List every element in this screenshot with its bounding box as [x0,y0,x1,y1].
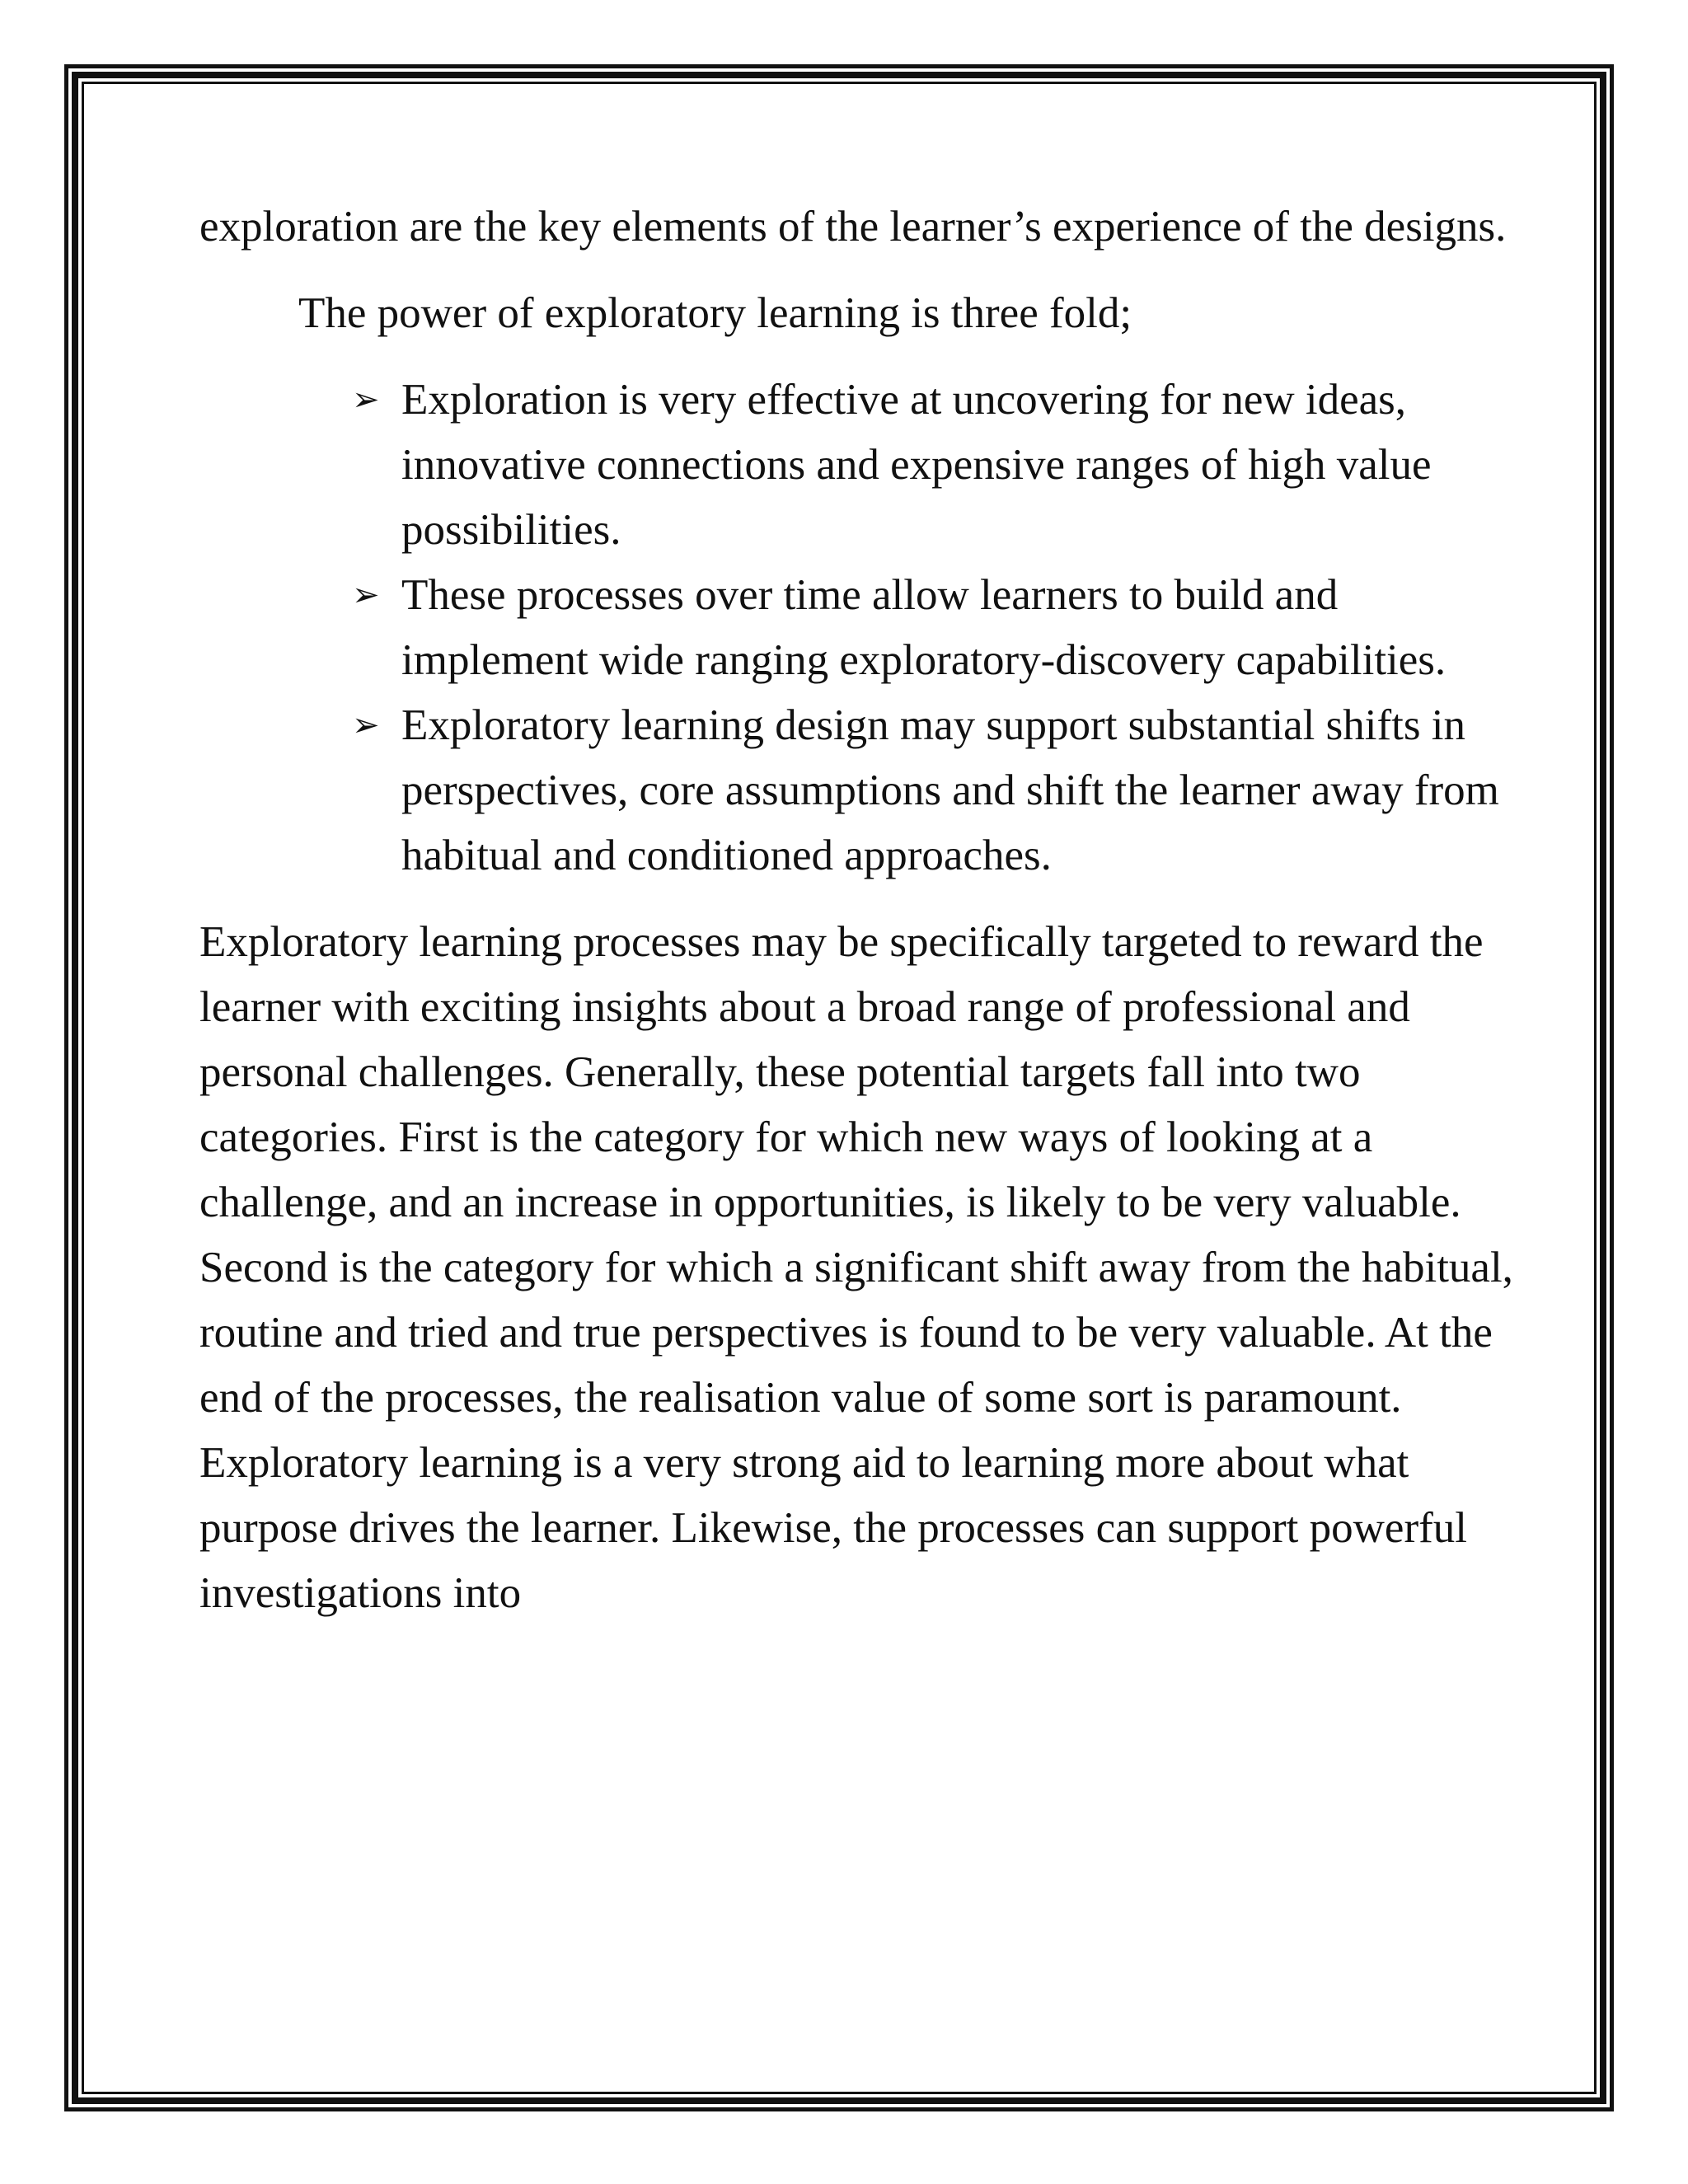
body-paragraph: Exploratory learning processes may be specifically targeted to reward the learner with exciting insights about a broad range of professional and personal challenges. Generally, these potential targets fall into two categories. First is the category for which new ways of looking at a challenge, and an increase in opportunities, is likely to be very valuable. Second is the category for which a significant shift away from the habitual, routine and tried and true perspectives is found to be very valuable. At the end of the processes, the realisation value of some sort is paramount. Exploratory learning is a very strong aid to learning more about what purpose drives the learner. Likewise, the processes can support powerful investigations into [199,918,1513,1617]
bullet-text: Exploration is very effective at uncovering for new ideas, innovative connections and expensive ranges of high value possibilities. [401,376,1432,554]
arrow-bullet-icon: ➢ [352,706,380,744]
arrow-bullet-icon: ➢ [352,576,380,614]
bullet-text: These processes over time allow learners to build and implement wide ranging exploratory-discovery capabilities. [401,571,1447,684]
arrow-bullet-icon: ➢ [352,381,380,419]
page-content [199,194,1518,1626]
intro-sentence: The power of exploratory learning is three fold; [298,289,1132,337]
bullet-list [199,368,1518,888]
bullet-item [352,368,1518,563]
bullet-item [352,563,1518,693]
bullet-text: Exploratory learning design may support substantial shifts in perspectives, core assumptions and shift the learner away from habitual and conditioned approaches. [401,701,1499,879]
bullet-item [352,693,1518,888]
continued-paragraph: exploration are the key elements of the learner’s experience of the designs. [199,203,1507,251]
